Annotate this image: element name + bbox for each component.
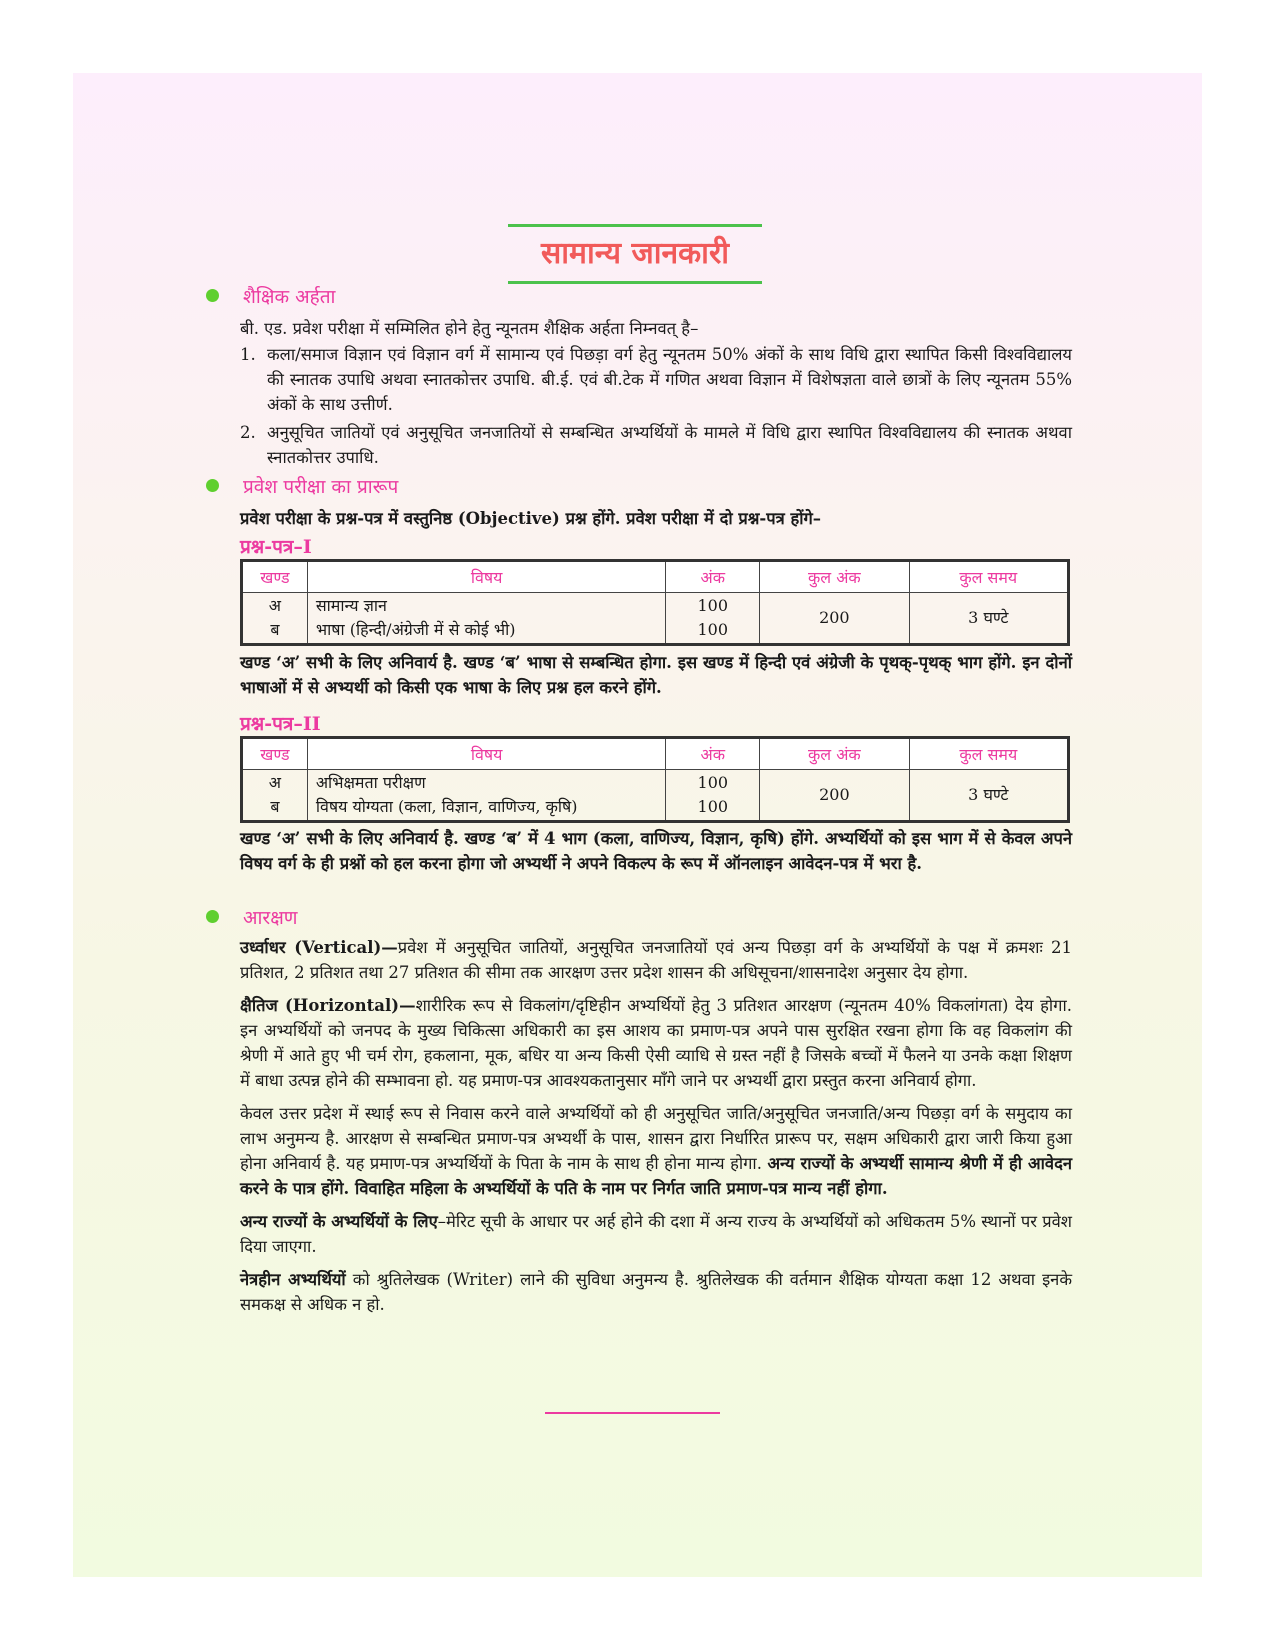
subject-cell	[307, 770, 666, 822]
section-label: अ	[268, 596, 282, 615]
heading-text: शैक्षिक अर्हता	[243, 286, 336, 308]
blind-text: को श्रुतिलेखक (Writer) लाने की सुविधा अनुमन्य है. श्रुतिलेखक की वर्तमान शैक्षिक योग्यता कक्षा 12 अथवा इनके समकक्ष से अधिक न हो.	[240, 1270, 1073, 1314]
section-cell	[242, 593, 308, 645]
horizontal-lead: क्षैतिज (Horizontal)—	[240, 996, 416, 1015]
bullet-icon	[206, 910, 219, 923]
horizontal-text: शारीरिक रूप से विकलांग/दृष्टिहीन अभ्यर्थियों हेतु 3 प्रतिशत आरक्षण (न्यूनतम 40% विकलांगता) देय होगा. इन अभ्यर्थियों को जनपद के मुख्य चिकित्सा अधिकारी का इस आशय का प्रमाण-पत्र अपने पास सुरक्षित रखना होगा कि वह विकलांग की श्रेणी में आते हुए भी चर्म रोग, हकलाना, मूक, बधिर या अन्य किसी ऐसी व्याधि से ग्रस्त नहीं है जिसके बच्चों में फैलने या उनके कक्षा शिक्षण में बाधा उत्पन्न होने की सम्भावना हो. यह प्रमाण-पत्र आवश्यकतानुसार माँगे जाने पर अभ्यर्थी द्वारा प्रस्तुत करना अनिवार्य होगा.	[240, 996, 1072, 1090]
section-heading-qualification	[206, 283, 335, 309]
table-row	[242, 593, 1069, 645]
reservation-body	[240, 935, 1072, 1325]
vertical-text: प्रवेश में अनुसूचित जातियों, अनुसूचित जनजातियों एवं अन्य पिछड़ा वर्ग के अभ्यर्थियों के पक्ष में क्रमशः 21 प्रतिशत, 2 प्रतिशत तथा 27 प्रतिशत की सीमा तक आरक्षण उत्तर प्रदेश शासन की अधिसूचना/शासनादेश अनुसार देय होगा.	[240, 938, 1072, 982]
total-time-cell: 3 घण्टे	[909, 593, 1068, 645]
domicile-paragraph	[240, 1101, 1072, 1201]
section-label: ब	[270, 797, 280, 816]
blind-candidates-paragraph	[240, 1267, 1072, 1317]
table-header: कुल अंक	[760, 561, 909, 593]
total-time-cell: 3 घण्टे	[909, 770, 1068, 822]
marks-value: 100	[697, 596, 729, 615]
qualification-intro: बी. एड. प्रवेश परीक्षा में सम्मिलित होने हेतु न्यूनतम शैक्षिक अर्हता निम्नवत् है–	[240, 319, 699, 338]
paper2-label: प्रश्न-पत्र–II	[240, 713, 321, 735]
paper2-note: खण्ड ‘अ’ सभी के लिए अनिवार्य है. खण्ड ‘ब’ में 4 भाग (कला, वाणिज्य, विज्ञान, कृषि) होंगे. अभ्यर्थियों को इस भाग में से केवल अपने विषय वर्ग के ही प्रश्नों को हल करना होगा जो अभ्यर्थी ने अपने विकल्प के रूप में ऑनलाइन आवेदन-पत्र में भरा है.	[240, 829, 1072, 873]
marks-cell	[666, 593, 760, 645]
bullet-icon	[206, 289, 219, 302]
table-header: अंक	[666, 561, 760, 593]
list-number: 1.	[240, 345, 256, 364]
section-cell	[242, 770, 308, 822]
section-heading-reservation	[206, 904, 298, 930]
heading-text: आरक्षण	[243, 907, 298, 929]
other-states-lead: अन्य राज्यों के अभ्यर्थियों के लिए	[240, 1212, 438, 1231]
list-number: 2.	[240, 423, 256, 442]
section-label: अ	[268, 773, 282, 792]
table-header: खण्ड	[242, 561, 308, 593]
marks-value: 100	[697, 620, 729, 639]
list-text: कला/समाज विज्ञान एवं विज्ञान वर्ग में सामान्य एवं पिछड़ा वर्ग हेतु न्यूनतम 50% अंकों के साथ विधि द्वारा स्थापित किसी विश्वविद्यालय की स्नातक उपाधि अथवा स्नातकोत्तर उपाधि. बी.ई. एवं बी.टेक में गणित अथवा विज्ञान में विशेषज्ञता वाले छात्रों के लिए न्यूनतम 55% अंकों के साथ उत्तीर्ण.	[267, 345, 1072, 414]
list-text: अनुसूचित जातियों एवं अनुसूचित जनजातियों से सम्बन्धित अभ्यर्थियों के मामले में विधि द्वारा स्थापित विश्वविद्यालय की स्नातक अथवा स्नातकोत्तर उपाधि.	[267, 423, 1072, 467]
table-header: अंक	[666, 738, 760, 770]
vertical-reservation-paragraph	[240, 935, 1072, 985]
table-header: कुल अंक	[760, 738, 909, 770]
list-item	[240, 342, 1072, 417]
marks-cell	[666, 770, 760, 822]
heading-text: प्रवेश परीक्षा का प्रारूप	[243, 476, 399, 498]
other-states-paragraph	[240, 1209, 1072, 1259]
list-item	[240, 420, 1072, 470]
total-marks-cell: 200	[760, 593, 909, 645]
end-divider	[545, 1412, 720, 1414]
paper1-table	[240, 559, 1070, 646]
subject-text: विषय योग्यता (कला, विज्ञान, वाणिज्य, कृषि)	[315, 797, 578, 816]
vertical-lead: उर्ध्वाधर (Vertical)—	[240, 938, 398, 957]
table-header: विषय	[307, 561, 666, 593]
blind-lead: नेत्रहीन अभ्यर्थियों	[240, 1270, 346, 1289]
paper1-label: प्रश्न-पत्र–I	[240, 536, 312, 558]
bullet-icon	[206, 479, 219, 492]
table-header: कुल समय	[909, 561, 1068, 593]
table-header: खण्ड	[242, 738, 308, 770]
table-row	[242, 770, 1069, 822]
table-header: विषय	[307, 738, 666, 770]
marks-value: 100	[697, 773, 729, 792]
exam-format-intro: प्रवेश परीक्षा के प्रश्न-पत्र में वस्तुनिष्ठ (Objective) प्रश्न होंगे. प्रवेश परीक्षा में दो प्रश्न-पत्र होंगे–	[240, 509, 822, 528]
horizontal-reservation-paragraph	[240, 993, 1072, 1093]
total-marks-cell: 200	[760, 770, 909, 822]
paper2-table	[240, 736, 1070, 823]
subject-text: सामान्य ज्ञान	[315, 596, 387, 615]
domicile-text: केवल उत्तर प्रदेश में स्थाई रूप से निवास करने वाले अभ्यर्थियों को ही अनुसूचित जाति/अनुसूचित जनजाति/अन्य पिछड़ा वर्ग के समुदाय का लाभ अनुमन्य है. आरक्षण से सम्बन्धित प्रमाण-पत्र अभ्यर्थी के पास, शासन द्वारा निर्धारित प्रारूप पर, सक्षम अधिकारी द्वारा जारी किया हुआ होना अनिवार्य है. यह प्रमाण-पत्र अभ्यर्थियों के पिता के नाम के साथ ही होना मान्य होगा.	[240, 1104, 1072, 1173]
subject-cell	[307, 593, 666, 645]
page-title: सामान्य जानकारी	[508, 224, 762, 284]
section-label: ब	[270, 620, 280, 639]
domicile-bold-text: अन्य राज्यों के अभ्यर्थी सामान्य श्रेणी में ही आवेदन करने के पात्र होंगे. विवाहित महिला के अभ्यर्थियों के पति के नाम पर निर्गत जाति प्रमाण-पत्र मान्य नहीं होगा.	[240, 1154, 1072, 1198]
table-header-row	[242, 738, 1069, 770]
marks-value: 100	[697, 797, 729, 816]
subject-text: अभिक्षमता परीक्षण	[315, 773, 426, 792]
subject-text: भाषा (हिन्दी/अंग्रेजी में से कोई भी)	[315, 620, 516, 639]
other-states-text: –मेरिट सूची के आधार पर अर्ह होने की दशा में अन्य राज्य के अभ्यर्थियों को अधिकतम 5% स्थानों पर प्रवेश दिया जाएगा.	[240, 1212, 1072, 1256]
table-header: कुल समय	[909, 738, 1068, 770]
paper1-note: खण्ड ‘अ’ सभी के लिए अनिवार्य है. खण्ड ‘ब’ भाषा से सम्बन्धित होगा. इस खण्ड में हिन्दी एवं अंग्रेजी के पृथक्-पृथक् भाग होंगे. इन दोनों भाषाओं में से अभ्यर्थी को किसी एक भाषा के लिए प्रश्न हल करने होंगे.	[240, 653, 1072, 697]
table-header-row	[242, 561, 1069, 593]
section-heading-exam-format	[206, 473, 398, 499]
